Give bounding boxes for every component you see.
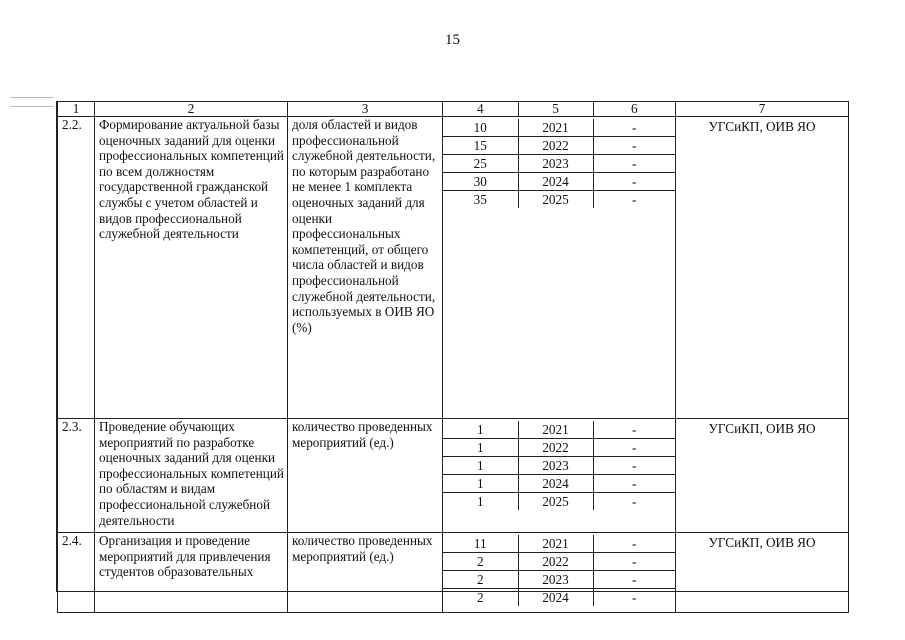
- year-value: 2021: [518, 119, 593, 137]
- col6-value: -: [593, 173, 675, 191]
- responsible-text: УГСиКП, ОИВ ЯО: [676, 117, 849, 419]
- values-cell: [443, 117, 676, 419]
- indicator-text: количество проведенных мероприятий (ед.): [288, 533, 443, 613]
- year-value: 2025: [518, 493, 593, 511]
- target-value: 30: [443, 173, 518, 191]
- indicator-text: количество проведенных мероприятий (ед.): [288, 419, 443, 533]
- header-cell-456: [443, 102, 676, 117]
- col6-value: -: [593, 535, 675, 553]
- target-value: 2: [443, 589, 518, 607]
- header-cell-3: 3: [288, 102, 443, 117]
- values-cell: [443, 533, 676, 613]
- col6-value: -: [632, 494, 637, 509]
- col6-value: -: [593, 553, 675, 571]
- col6-value: -: [632, 192, 637, 207]
- activity-text: Формирование актуальной базы оценочных заданий для оценки профессиональных компетенций по всем должностям государственной гражданской службы с учетом областей и видов профессиональной служебной деятельности: [95, 117, 288, 419]
- header-row: [58, 102, 849, 117]
- col6-value: -: [632, 590, 637, 605]
- activity-text: Организация и проведение мероприятий для привлечения студентов образовательных: [95, 533, 288, 613]
- target-value: 11: [443, 535, 518, 553]
- col6-value: -: [593, 439, 675, 457]
- col6-value: -: [593, 571, 675, 589]
- target-value: 1: [443, 475, 518, 493]
- year-value: 2024: [518, 475, 593, 493]
- target-value: 1: [443, 439, 518, 457]
- col6-value: -: [593, 155, 675, 173]
- responsible-text: УГСиКП, ОИВ ЯО: [676, 533, 849, 613]
- plan-table: [57, 101, 849, 613]
- year-value: 2022: [518, 553, 593, 571]
- values-cell: [443, 419, 676, 533]
- year-value: 2025: [518, 191, 593, 209]
- header-cell-6: 6: [630, 101, 638, 116]
- col6-value: -: [593, 137, 675, 155]
- col6-value: -: [593, 457, 675, 475]
- table-row-2-4: [58, 533, 849, 613]
- target-value: 2: [443, 553, 518, 571]
- header-cell-7: 7: [676, 102, 849, 117]
- document-table-frame: [56, 101, 849, 605]
- table-row-2-2: [58, 117, 849, 419]
- target-value: 1: [443, 421, 518, 439]
- year-value: 2023: [518, 457, 593, 475]
- target-value: 10: [443, 119, 518, 137]
- target-value: 2: [443, 571, 518, 589]
- header-cell-5: 5: [518, 102, 593, 116]
- target-value: 35: [443, 191, 518, 209]
- col6-value: -: [593, 475, 675, 493]
- year-value: 2023: [518, 571, 593, 589]
- year-value: 2022: [518, 137, 593, 155]
- table-row-2-3: [58, 419, 849, 533]
- row-number: 2.4.: [58, 533, 95, 613]
- year-value: 2022: [518, 439, 593, 457]
- header-cell-2: 2: [95, 102, 288, 117]
- target-value: 15: [443, 137, 518, 155]
- year-value: 2021: [518, 421, 593, 439]
- row-number: 2.3.: [58, 419, 95, 533]
- row-number: 2.2.: [58, 117, 95, 419]
- col6-value: -: [593, 119, 675, 137]
- col6-value: -: [593, 421, 675, 439]
- year-value: 2023: [518, 155, 593, 173]
- page-number: 15: [445, 32, 460, 48]
- target-value: 1: [443, 457, 518, 475]
- target-value: 25: [443, 155, 518, 173]
- target-value: 1: [443, 493, 518, 511]
- responsible-text: УГСиКП, ОИВ ЯО: [676, 419, 849, 533]
- header-cell-4: 4: [443, 102, 518, 116]
- header-cell-1: 1: [58, 102, 95, 117]
- year-value: 2021: [518, 535, 593, 553]
- activity-text: Проведение обучающих мероприятий по разработке оценочных заданий для оценки профессиональных компетенций по областям и видам профессиональной служебной деятельности: [95, 419, 288, 533]
- year-value: 2024: [518, 173, 593, 191]
- scan-mark: [10, 97, 54, 121]
- year-value: 2024: [518, 589, 593, 607]
- indicator-text: доля областей и видов профессиональной служебной деятельности, по которым разработано не менее 1 комплекта оценочных заданий для оценки профессиональных компетенций, от общего числа областей и видов профессиональной служебной деятельности, используемых в ОИВ ЯО (%): [288, 117, 443, 419]
